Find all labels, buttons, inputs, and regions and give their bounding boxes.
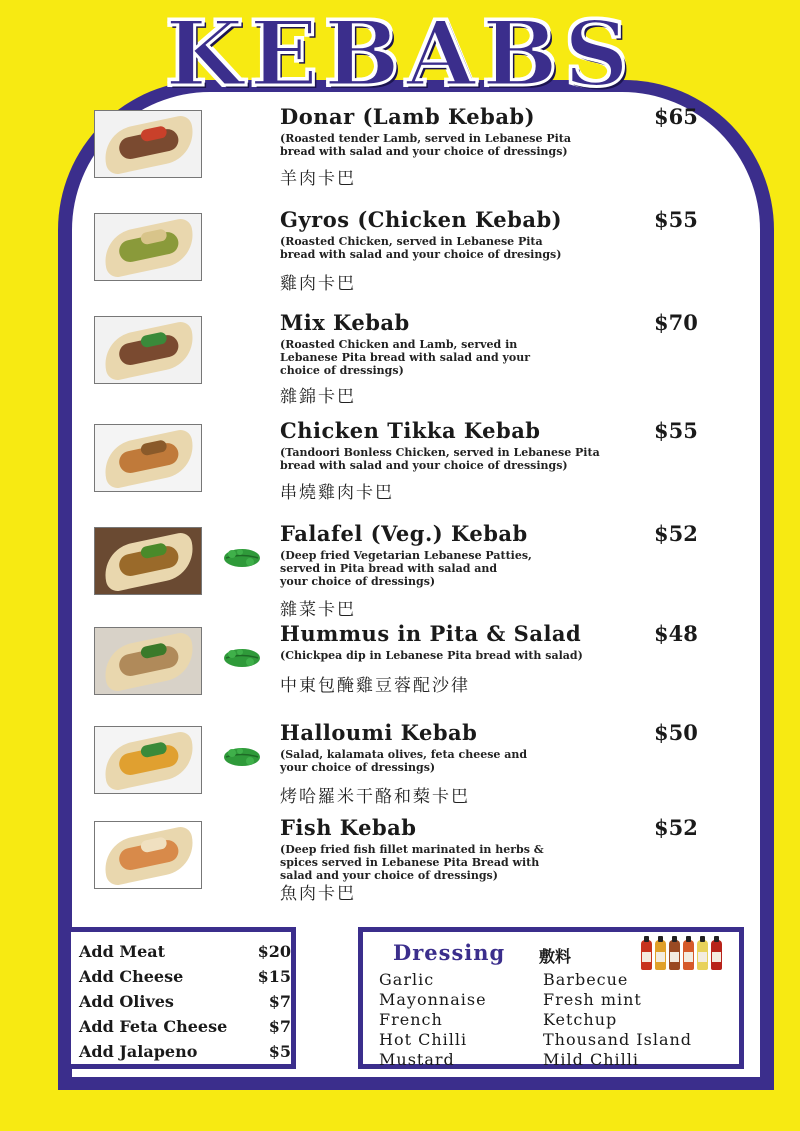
dressing-option: Fresh mint	[543, 990, 642, 1009]
item-price: $52	[654, 521, 698, 546]
item-name: Fish Kebab	[280, 815, 417, 840]
item-description: (Chickpea dip in Lebanese Pita bread with salad)	[280, 649, 583, 662]
item-description: (Roasted Chicken and Lamb, served in Lebanese Pita bread with salad and your choice of dressings)	[280, 338, 531, 377]
chicken-tikka-kebab-image	[94, 424, 202, 492]
halloumi-kebab-image	[94, 726, 202, 794]
item-price: $52	[654, 815, 698, 840]
dressing-bottle-icon	[711, 940, 722, 970]
dressing-option: Ketchup	[543, 1010, 618, 1029]
dressing-option: Mayonnaise	[379, 990, 487, 1009]
page-title: KEBABS	[165, 1, 635, 107]
extra-item	[79, 942, 291, 961]
bottom-divider	[70, 1078, 760, 1083]
lamb-kebab-image	[94, 110, 202, 178]
extra-price: $7	[268, 992, 291, 1011]
chicken-kebab-image	[94, 213, 202, 281]
dressing-option: Barbecue	[543, 970, 629, 989]
dressing-option: Mustard	[379, 1050, 455, 1069]
dressing-bottle-icon	[697, 940, 708, 970]
item-name: Gyros (Chicken Kebab)	[280, 207, 563, 232]
mix-kebab-image	[94, 316, 202, 384]
item-chinese-name: 雞肉卡巴	[280, 274, 356, 294]
item-name: Mix Kebab	[280, 310, 410, 335]
dressing-bottle-icon	[683, 940, 694, 970]
extra-item	[79, 1017, 291, 1036]
hummus-pita-image	[94, 627, 202, 695]
item-price: $48	[654, 621, 698, 646]
falafel-kebab-image	[94, 527, 202, 595]
extra-price: $5	[268, 1042, 291, 1061]
item-chinese-name: 中東包醃雞豆蓉配沙律	[280, 676, 470, 696]
extra-label: Add Feta Cheese	[79, 1017, 228, 1036]
vegetarian-leaf-icon	[222, 746, 262, 768]
item-name: Hummus in Pita & Salad	[280, 621, 582, 646]
dressing-option: Garlic	[379, 970, 435, 989]
dressing-title: Dressing	[393, 940, 506, 965]
item-name: Chicken Tikka Kebab	[280, 418, 541, 443]
item-name: Falafel (Veg.) Kebab	[280, 521, 528, 546]
dressing-option: Hot Chilli	[379, 1030, 468, 1049]
item-description: (Salad, kalamata olives, feta cheese and your choice of dressings)	[280, 748, 528, 774]
item-price: $65	[654, 104, 698, 129]
dressing-bottle-icon	[641, 940, 652, 970]
dressing-bottle-icon	[655, 940, 666, 970]
dressing-bottle-icon	[669, 940, 680, 970]
item-price: $70	[654, 310, 698, 335]
item-price: $55	[654, 207, 698, 232]
item-chinese-name: 烤哈羅米干酪和蔾卡巴	[280, 787, 470, 807]
item-description: (Deep fried fish fillet marinated in herbs & spices served in Lebanese Pita Bread with salad and your choice of dressings)	[280, 843, 544, 882]
vegetarian-leaf-icon	[222, 647, 262, 669]
item-chinese-name: 雜菜卡巴	[280, 600, 356, 620]
item-chinese-name: 雜錦卡巴	[280, 387, 356, 407]
extra-item	[79, 1042, 291, 1061]
item-name: Donar (Lamb Kebab)	[280, 104, 536, 129]
item-name: Halloumi Kebab	[280, 720, 478, 745]
vegetarian-leaf-icon	[222, 547, 262, 569]
item-description: (Deep fried Vegetarian Lebanese Patties, served in Pita bread with salad and your choice of dressings)	[280, 549, 532, 588]
dressing-option: Thousand Island	[543, 1030, 693, 1049]
dressing-option: French	[379, 1010, 443, 1029]
dressing-title-zh: 敷料	[539, 947, 572, 966]
extra-label: Add Meat	[79, 942, 166, 961]
item-description: (Tandoori Bonless Chicken, served in Lebanese Pita bread with salad and your choice of dressings)	[280, 446, 600, 472]
extra-item	[79, 992, 291, 1011]
item-chinese-name: 羊肉卡巴	[280, 169, 356, 189]
extra-label: Add Jalapeno	[79, 1042, 198, 1061]
dressing-option: Mild Chilli	[543, 1050, 639, 1069]
dressing-box	[358, 927, 744, 1069]
extras-box	[66, 927, 296, 1069]
item-chinese-name: 串燒雞肉卡巴	[280, 483, 394, 503]
extra-label: Add Olives	[79, 992, 174, 1011]
item-chinese-name: 魚肉卡巴	[280, 884, 356, 904]
fish-kebab-image	[94, 821, 202, 889]
item-description: (Roasted tender Lamb, served in Lebanese Pita bread with salad and your choice of dressings)	[280, 132, 571, 158]
extra-item	[79, 967, 291, 986]
extra-price: $15	[257, 967, 291, 986]
item-price: $50	[654, 720, 698, 745]
extra-label: Add Cheese	[79, 967, 184, 986]
item-description: (Roasted Chicken, served in Lebanese Pita bread with salad and your choice of dresings)	[280, 235, 562, 261]
item-price: $55	[654, 418, 698, 443]
extra-price: $7	[268, 1017, 291, 1036]
extra-price: $20	[257, 942, 291, 961]
dressing-bottles-image	[641, 936, 729, 972]
